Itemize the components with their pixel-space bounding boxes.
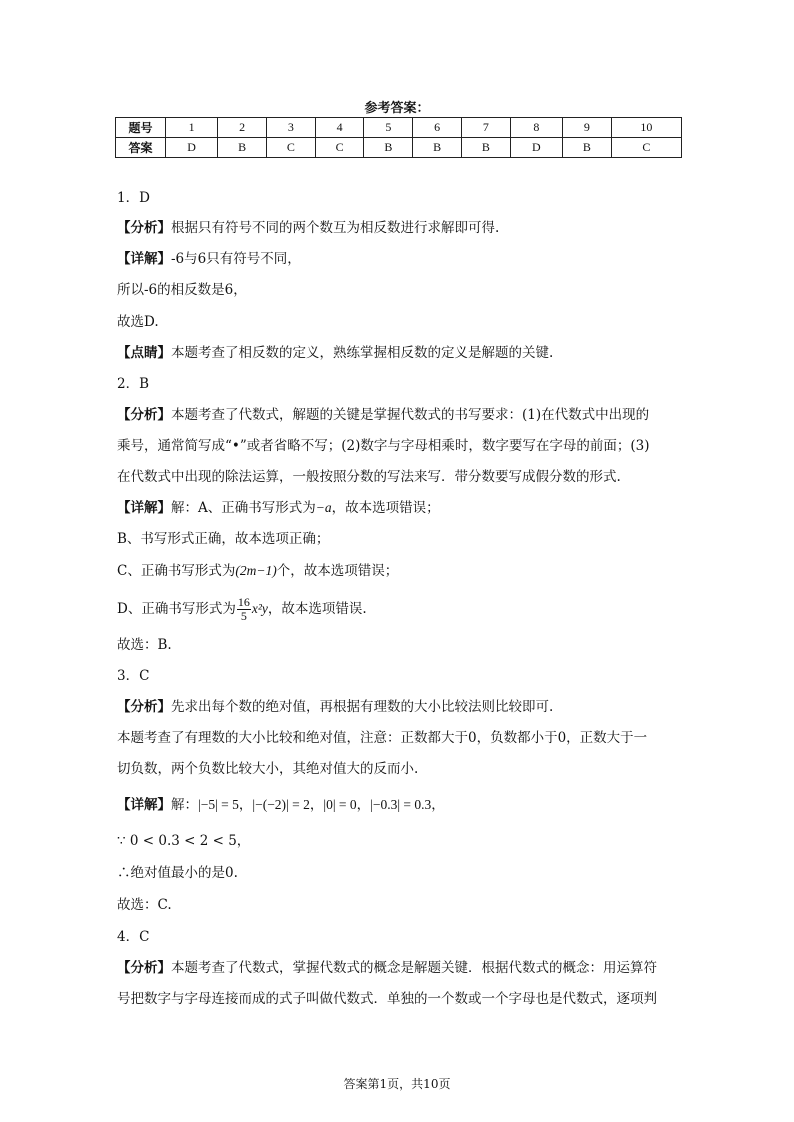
- q2-detail-a: [117, 499, 440, 517]
- answer-cell: B: [413, 138, 462, 158]
- question-number: 10: [611, 118, 681, 138]
- q3-analysis-text-1: 先求出每个数的绝对值，再根据有理数的大小比较法则比较即可.: [171, 699, 554, 715]
- question-number-row: [116, 118, 682, 138]
- q2-detail-c-text: C、正确书写形式为: [117, 563, 236, 579]
- row-header-answer: 答案: [116, 138, 166, 158]
- answer-cell: D: [510, 138, 562, 158]
- q2-math-neg-a: −a: [315, 500, 332, 515]
- q3-analysis-1: [117, 698, 553, 716]
- q2-detail-c-end: 个，故本选项错误；: [276, 563, 399, 579]
- q3-because: ∵ 0 < 0.3 < 2 < 5，: [117, 833, 251, 849]
- q1-comment-text: 本题考查了相反数的定义，熟练掌握相反数的定义是解题的关键.: [171, 345, 554, 361]
- q3-detail-text: 解：: [171, 797, 198, 813]
- question-number: 4: [315, 118, 364, 138]
- fraction-16-5: [237, 596, 251, 623]
- answer-row: [116, 138, 682, 158]
- q1-analysis-text: 根据只有符号不同的两个数互为相反数进行求解即可得.: [171, 220, 500, 236]
- question-number: 8: [510, 118, 562, 138]
- q1-line2: 所以-6的相反数是6，: [117, 282, 247, 298]
- q4-analysis-2: 号把数字与字母连接而成的式子叫做代数式．单独的一个数或一个字母也是代数式，逐项判: [117, 991, 657, 1007]
- q2-detail-a-end: ，故本选项错误；: [331, 500, 440, 516]
- q3-detail: [117, 796, 445, 814]
- q2-detail-d-text: D、正确书写形式为: [117, 601, 236, 617]
- question-number: 3: [267, 118, 316, 138]
- q3-end: 故选：C.: [117, 897, 172, 913]
- analysis-tag: 【分析】: [117, 407, 171, 423]
- q2-detail-c: [117, 562, 398, 580]
- q1-heading: 1．D: [117, 190, 150, 206]
- q3-analysis-3: 切负数，两个负数比较大小，其绝对值大的反而小.: [117, 761, 419, 777]
- q1-comment: [117, 344, 553, 362]
- q1-analysis: [117, 219, 499, 237]
- question-number: 9: [562, 118, 611, 138]
- q4-analysis-text-1: 本题考查了代数式，掌握代数式的概念是解题关键．根据代数式的概念：用运算符: [171, 960, 657, 976]
- answer-key-title: 参考答案：: [364, 101, 430, 116]
- q1-detail: [117, 250, 301, 268]
- q1-line3: 故选D.: [117, 314, 159, 330]
- answer-cell: C: [267, 138, 316, 158]
- q3-heading: 3．C: [117, 668, 150, 684]
- q2-analysis-text-1: 本题考查了代数式，解题的关键是掌握代数式的书写要求：(1)在代数式中出现的: [171, 407, 650, 423]
- question-number: 6: [413, 118, 462, 138]
- answer-table: [115, 117, 682, 158]
- answer-cell: B: [218, 138, 267, 158]
- answer-cell: C: [315, 138, 364, 158]
- q2-detail-a-text: 解：A、正确书写形式为: [171, 500, 316, 516]
- comment-tag: 【点睛】: [117, 345, 171, 361]
- row-header-number: 题号: [116, 118, 166, 138]
- answer-cell: C: [611, 138, 681, 158]
- detail-tag: 【详解】: [117, 797, 171, 813]
- q3-analysis-2: 本题考查了有理数的大小比较和绝对值，注意：正数都大于0，负数都小于0，正数大于一: [117, 730, 648, 746]
- question-number: 2: [218, 118, 267, 138]
- q2-math-2m-1: (2m−1): [235, 563, 277, 578]
- question-number: 1: [166, 118, 218, 138]
- q1-detail-text: -6与6只有符号不同，: [171, 251, 301, 267]
- detail-tag: 【详解】: [117, 500, 171, 516]
- q2-analysis-1: [117, 406, 649, 424]
- q2-analysis-2: 乘号，通常简写成“•”或者省略不写；(2)数字与字母相乘时，数字要写在字母的前面；(3): [117, 438, 650, 454]
- q4-heading: 4．C: [117, 929, 150, 945]
- answer-cell: D: [166, 138, 218, 158]
- q3-therefore: ∴绝对值最小的是0.: [117, 865, 238, 881]
- answer-cell: B: [364, 138, 413, 158]
- analysis-tag: 【分析】: [117, 960, 171, 976]
- answer-cell: B: [461, 138, 510, 158]
- question-number: 5: [364, 118, 413, 138]
- q4-analysis-1: [117, 959, 657, 977]
- q3-abs-values: |−5| = 5，|−(−2)| = 2，|0| = 0，|−0.3| = 0.3，: [198, 797, 445, 812]
- analysis-tag: 【分析】: [117, 699, 171, 715]
- question-number: 7: [461, 118, 510, 138]
- q2-detail-b: B、书写形式正确，故本选项正确；: [117, 531, 330, 547]
- page-footer: 答案第1页，共10页: [343, 1077, 451, 1091]
- q2-analysis-3: 在代数式中出现的除法运算，一般按照分数的写法来写．带分数要写成假分数的形式.: [117, 469, 621, 485]
- q2-end: 故选：B.: [117, 637, 172, 653]
- fraction-numerator: 16: [237, 595, 250, 609]
- q2-detail-d: [117, 596, 367, 623]
- fraction-denominator: 5: [240, 609, 247, 623]
- answer-cell: B: [562, 138, 611, 158]
- q2-detail-d-end: ，故本选项错误.: [267, 601, 367, 617]
- analysis-tag: 【分析】: [117, 220, 171, 236]
- q2-math-x2y: x²y: [251, 601, 268, 616]
- q2-heading: 2．B: [117, 376, 150, 392]
- detail-tag: 【详解】: [117, 251, 171, 267]
